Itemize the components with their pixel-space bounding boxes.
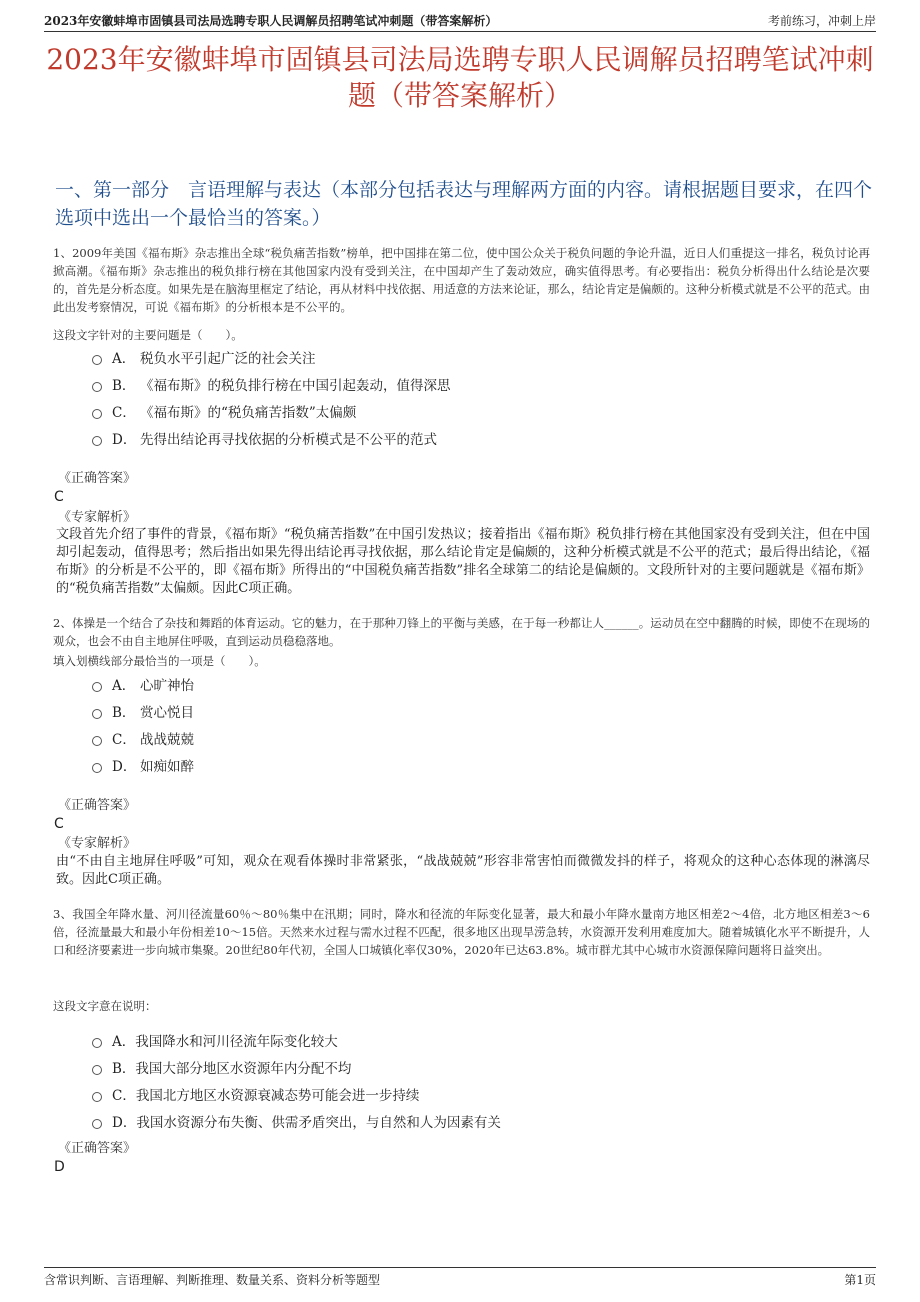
question-2-options [92,670,194,778]
question-3-prompt: 这段文字意在说明： [53,999,157,1013]
option-text: 我国大部分地区水资源年内分配不均 [135,1060,352,1077]
option-letter: C． [112,1087,136,1104]
question-3-stem: 3、我国全年降水量、河川径流量60％～80％集中在汛期；同时，降水和径流的年际变化显著，最大和最小年降水量南方地区相差2～4倍，北方地区相差3～6倍，径流量最大和最小年份相差10～15倍。天然来水过程与需水过程不匹配，很多地区出现旱涝急转，水资源开发利用难度加大。随着城镇化水平不断提升，人口和经济要素进一步向城市集聚。20世纪80年代初，全国人口城镇化率仅30%，2020年已达63.8%。城市群尤其中心城市水资源保障问题将日益突出。 [53,907,870,957]
option-letter: A． [112,350,136,367]
question-2-option-b[interactable] [92,697,194,724]
radio-button[interactable] [92,436,102,446]
question-1-option-a[interactable] [92,343,451,370]
option-letter: C． [112,731,136,748]
question-3-answer: D [54,1159,65,1175]
option-letter: A． [112,677,136,694]
question-3-option-c[interactable] [92,1080,501,1107]
question-2-option-a[interactable] [92,670,194,697]
question-1-answer-label: 《正确答案》 [58,471,137,486]
option-text: 我国北方地区水资源衰减态势可能会进一步持续 [135,1087,420,1104]
header-slogan: 考前练习，冲刺上岸 [767,14,876,28]
option-text: 我国降水和河川径流年际变化较大 [135,1033,338,1050]
question-3-options [92,1026,501,1134]
option-letter: B． [112,1060,136,1077]
option-letter: D． [112,758,137,775]
question-3-option-d[interactable] [92,1107,501,1134]
option-letter: C． [112,404,136,421]
option-letter: D． [112,1114,137,1131]
option-text: 《福布斯》的税负排行榜在中国引起轰动，值得深思 [140,377,451,394]
footer-question-types: 含常识判断、言语理解、判断推理、数量关系、资料分析等题型 [44,1273,381,1287]
question-2-prompt: 填入划横线部分最恰当的一项是（ ）。 [53,654,266,668]
question-1-option-c[interactable] [92,397,451,424]
question-1-option-b[interactable] [92,370,451,397]
option-text: 我国水资源分布失衡、供需矛盾突出，与自然和人为因素有关 [136,1114,501,1131]
option-letter: D． [112,431,137,448]
radio-button[interactable] [92,1038,102,1048]
radio-button[interactable] [92,1119,102,1129]
question-3-option-a[interactable] [92,1026,501,1053]
question-2-option-c[interactable] [92,724,194,751]
question-3-option-b[interactable] [92,1053,501,1080]
option-text: 先得出结论再寻找依据的分析模式是不公平的范式 [140,431,437,448]
radio-button[interactable] [92,763,102,773]
question-1-stem: 1、2009年美国《福布斯》杂志推出全球“税负痛苦指数”榜单，把中国排在第二位，使中国公众关于税负问题的争论升温，近日人们重提这一排名，税负讨论再掀高潮。《福布斯》杂志推出的税负排行榜在其他国家内没有受到关注，在中国却产生了轰动效应，确实值得思考。有必要指出：税负分析得出什么结论是次要的，首先是分析态度。如果先是在脑海里框定了结论，再从材料中找依据、用适意的方法来论证，那么，结论肯定是偏颇的。这种分析模式就是不公平的范式。由此出发考察情况，可说《福布斯》的分析根本是不公平的。 [53,246,870,314]
question-1-prompt: 这段文字针对的主要问题是（ ）。 [53,328,243,342]
radio-button[interactable] [92,1065,102,1075]
option-text: 《福布斯》的“税负痛苦指数”太偏颇 [140,404,357,421]
question-1-options [92,343,451,451]
option-text: 税负水平引起广泛的社会关注 [140,350,316,367]
question-1-explanation: 文段首先介绍了事件的背景，《福布斯》“税负痛苦指数”在中国引发热议；接着指出《福布斯》税负排行榜在其他国家没有受到关注，但在中国却引起轰动，值得思考；然后指出如果先得出结论再寻找依据，那么结论肯定是偏颇的，这种分析模式就是不公平的范式；最后得出结论，《福布斯》的分析是不公平的，即《福布斯》所得出的“中国税负痛苦指数”排名全球第二的结论是偏颇的。文段所针对的主要问题就是《福布斯》的“税负痛苦指数”太偏颇。因此C项正确。 [56,527,870,596]
option-text: 赏心悦目 [140,704,194,721]
question-2-answer-label: 《正确答案》 [58,798,137,813]
question-3-answer-label: 《正确答案》 [58,1141,137,1156]
question-2-answer: C [54,816,64,832]
option-letter: B． [112,704,136,721]
option-letter: A． [112,1033,136,1050]
question-1-explanation-label: 《专家解析》 [58,510,137,525]
radio-button[interactable] [92,382,102,392]
section-heading: 一、第一部分 言语理解与表达（本部分包括表达与理解两方面的内容。请根据题目要求，在四个选项中选出一个最恰当的答案。） [55,179,873,229]
radio-button[interactable] [92,355,102,365]
page-header [44,11,876,32]
page-footer [44,1267,876,1288]
page-number: 第1页 [844,1273,876,1287]
question-2-explanation-label: 《专家解析》 [58,836,137,851]
radio-button[interactable] [92,1092,102,1102]
radio-button[interactable] [92,736,102,746]
option-text: 战战兢兢 [140,731,194,748]
radio-button[interactable] [92,682,102,692]
radio-button[interactable] [92,409,102,419]
option-text: 心旷神怡 [140,677,194,694]
header-document-title: 2023年安徽蚌埠市固镇县司法局选聘专职人民调解员招聘笔试冲刺题（带答案解析） [44,14,498,28]
question-2-stem: 2、体操是一个结合了杂技和舞蹈的体育运动。它的魅力，在于那种刀锋上的平衡与美感，在于每一秒都让人______。运动员在空中翻腾的时候，即使不在现场的观众，也会不由自主地屏住呼吸，直到运动员稳稳落地。 [53,616,870,648]
question-1-answer: C [54,489,64,505]
option-text: 如痴如醉 [140,758,194,775]
question-2-option-d[interactable] [92,751,194,778]
question-1-option-d[interactable] [92,424,451,451]
option-letter: B． [112,377,136,394]
question-2-explanation: 由“不由自主地屏住呼吸”可知，观众在观看体操时非常紧张，“战战兢兢”形容非常害怕而微微发抖的样子，将观众的这种心态体现的淋漓尽致。因此C项正确。 [56,854,870,887]
document-title: 2023年安徽蚌埠市固镇县司法局选聘专职人民调解员招聘笔试冲刺题（带答案解析） [46,43,874,112]
radio-button[interactable] [92,709,102,719]
